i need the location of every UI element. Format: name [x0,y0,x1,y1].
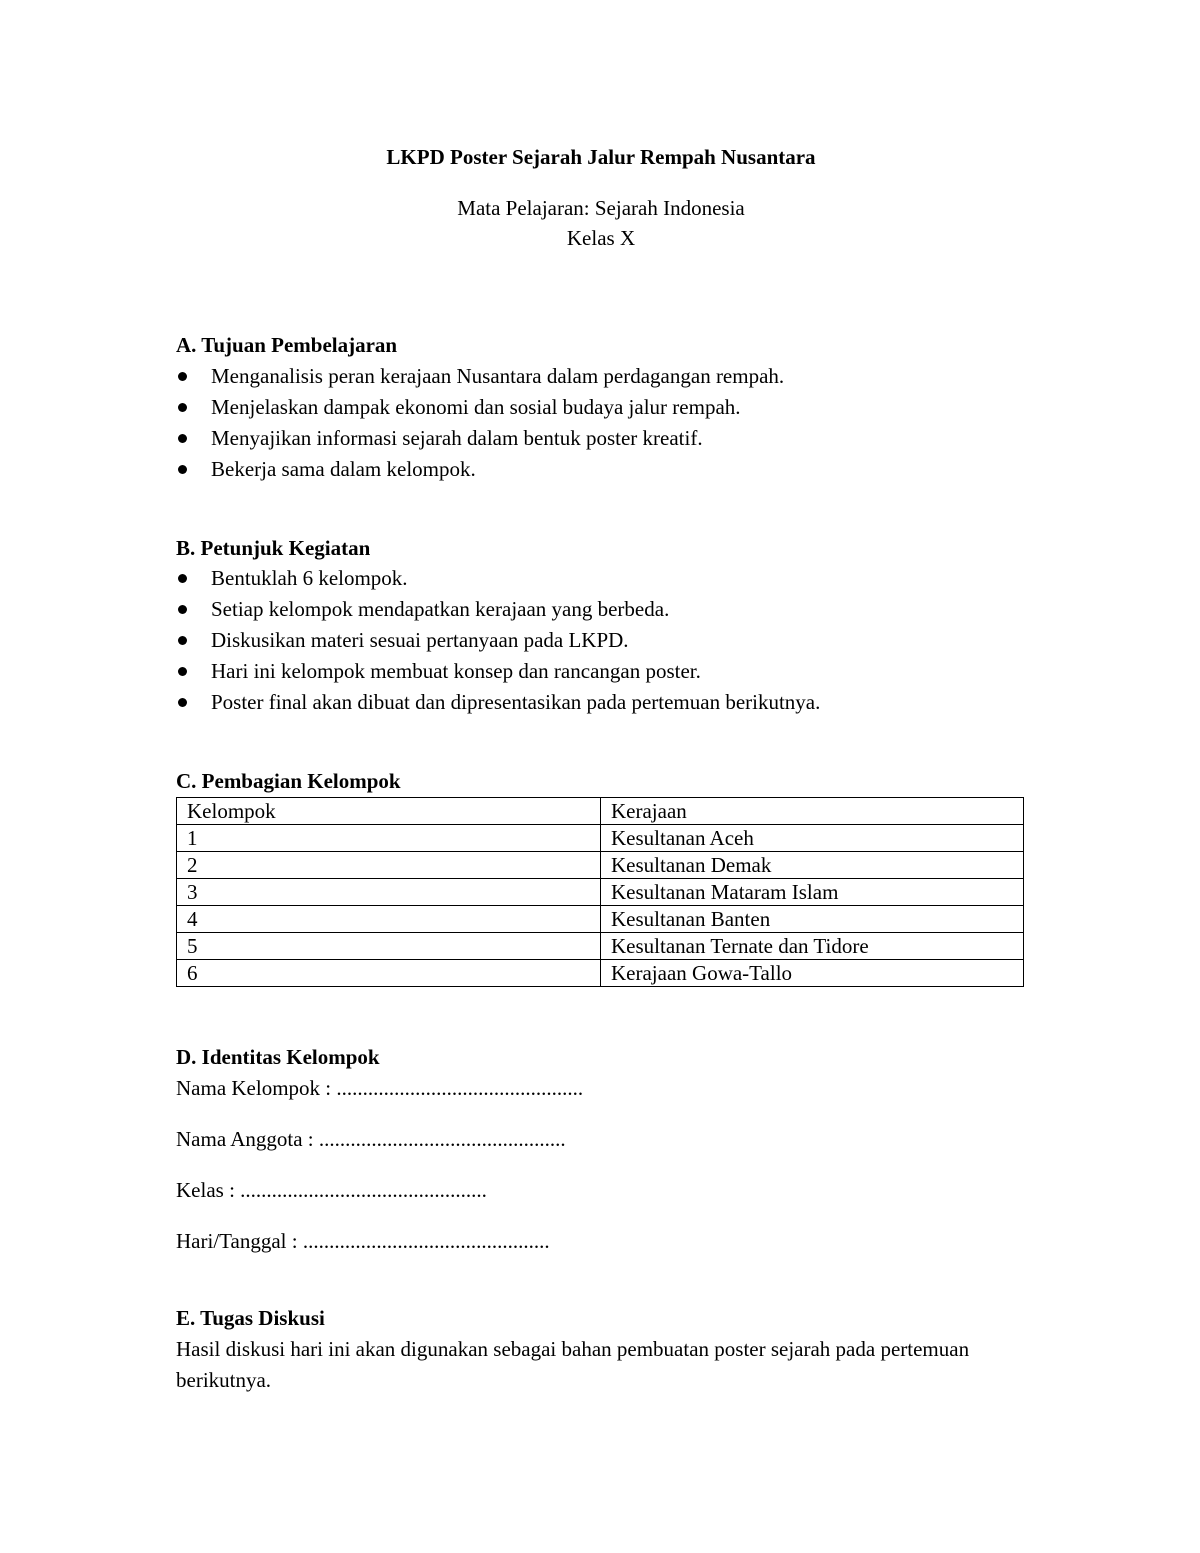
bullet-icon [178,403,187,412]
bullet-icon [178,465,187,474]
class-line: Kelas X [566,226,636,250]
table-row [177,825,1024,852]
table-cell: Kesultanan Demak [601,852,1024,879]
table-cell: Kesultanan Mataram Islam [601,879,1024,906]
section-e-heading: E. Tugas Diskusi [176,1306,325,1330]
table-row [177,960,1024,987]
table-row [177,933,1024,960]
section-a-heading: A. Tujuan Pembelajaran [176,333,398,357]
bullet-icon [178,434,187,443]
table-cell: 4 [177,906,601,933]
bullet-icon [178,667,187,676]
table-cell: 1 [177,825,601,852]
list-item-text: Bekerja sama dalam kelompok. [211,457,476,481]
activity-instructions-list [176,563,820,718]
table-cell: Kesultanan Banten [601,906,1024,933]
discussion-task-text: Hasil diskusi hari ini akan digunakan sebagai bahan pembuatan poster sejarah pada pertemuan berikutnya. [176,1337,970,1392]
table-cell: Kerajaan Gowa-Tallo [601,960,1024,987]
list-item-text: Diskusikan materi sesuai pertanyaan pada LKPD. [211,628,629,652]
section-c-heading: C. Pembagian Kelompok [176,769,401,793]
list-item-text: Menyajikan informasi sejarah dalam bentuk poster kreatif. [211,426,703,450]
list-item-text: Setiap kelompok mendapatkan kerajaan yang berbeda. [211,597,670,621]
list-item-text: Bentuklah 6 kelompok. [211,566,408,590]
list-item [176,563,820,594]
table-row [177,906,1024,933]
list-item-text: Menganalisis peran kerajaan Nusantara dalam perdagangan rempah. [211,364,785,388]
list-item-text: Hari ini kelompok membuat konsep dan rancangan poster. [211,659,701,683]
table-cell: Kesultanan Ternate dan Tidore [601,933,1024,960]
learning-objectives-list [176,361,784,485]
bullet-icon [178,698,187,707]
group-assignment-table [176,797,1024,987]
subject-line: Mata Pelajaran: Sejarah Indonesia [457,196,745,220]
table-header-cell: Kerajaan [601,798,1024,825]
list-item [176,392,784,423]
table-header-cell: Kelompok [177,798,601,825]
date-field: Hari/Tanggal : ............................................... [176,1229,550,1253]
list-item [176,454,784,485]
bullet-icon [178,636,187,645]
list-item-text: Menjelaskan dampak ekonomi dan sosial budaya jalur rempah. [211,395,741,419]
members-field: Nama Anggota : ............................................... [176,1127,566,1151]
bullet-icon [178,605,187,614]
list-item [176,687,820,718]
table-row [177,852,1024,879]
table-row [177,879,1024,906]
list-item-text: Poster final akan dibuat dan dipresentasikan pada pertemuan berikutnya. [211,690,821,714]
list-item [176,361,784,392]
class-field: Kelas : ............................................... [176,1178,487,1202]
table-cell: 5 [177,933,601,960]
table-header-row [177,798,1024,825]
table-cell: 2 [177,852,601,879]
bullet-icon [178,372,187,381]
list-item [176,423,784,454]
bullet-icon [178,574,187,583]
table-cell: 6 [177,960,601,987]
section-d-heading: D. Identitas Kelompok [176,1045,380,1069]
table-cell: Kesultanan Aceh [601,825,1024,852]
list-item [176,594,820,625]
list-item [176,656,820,687]
section-b-heading: B. Petunjuk Kegiatan [176,536,371,560]
table-cell: 3 [177,879,601,906]
document-title: LKPD Poster Sejarah Jalur Rempah Nusantara [386,145,816,169]
group-name-field: Nama Kelompok : ............................................... [176,1076,584,1100]
list-item [176,625,820,656]
